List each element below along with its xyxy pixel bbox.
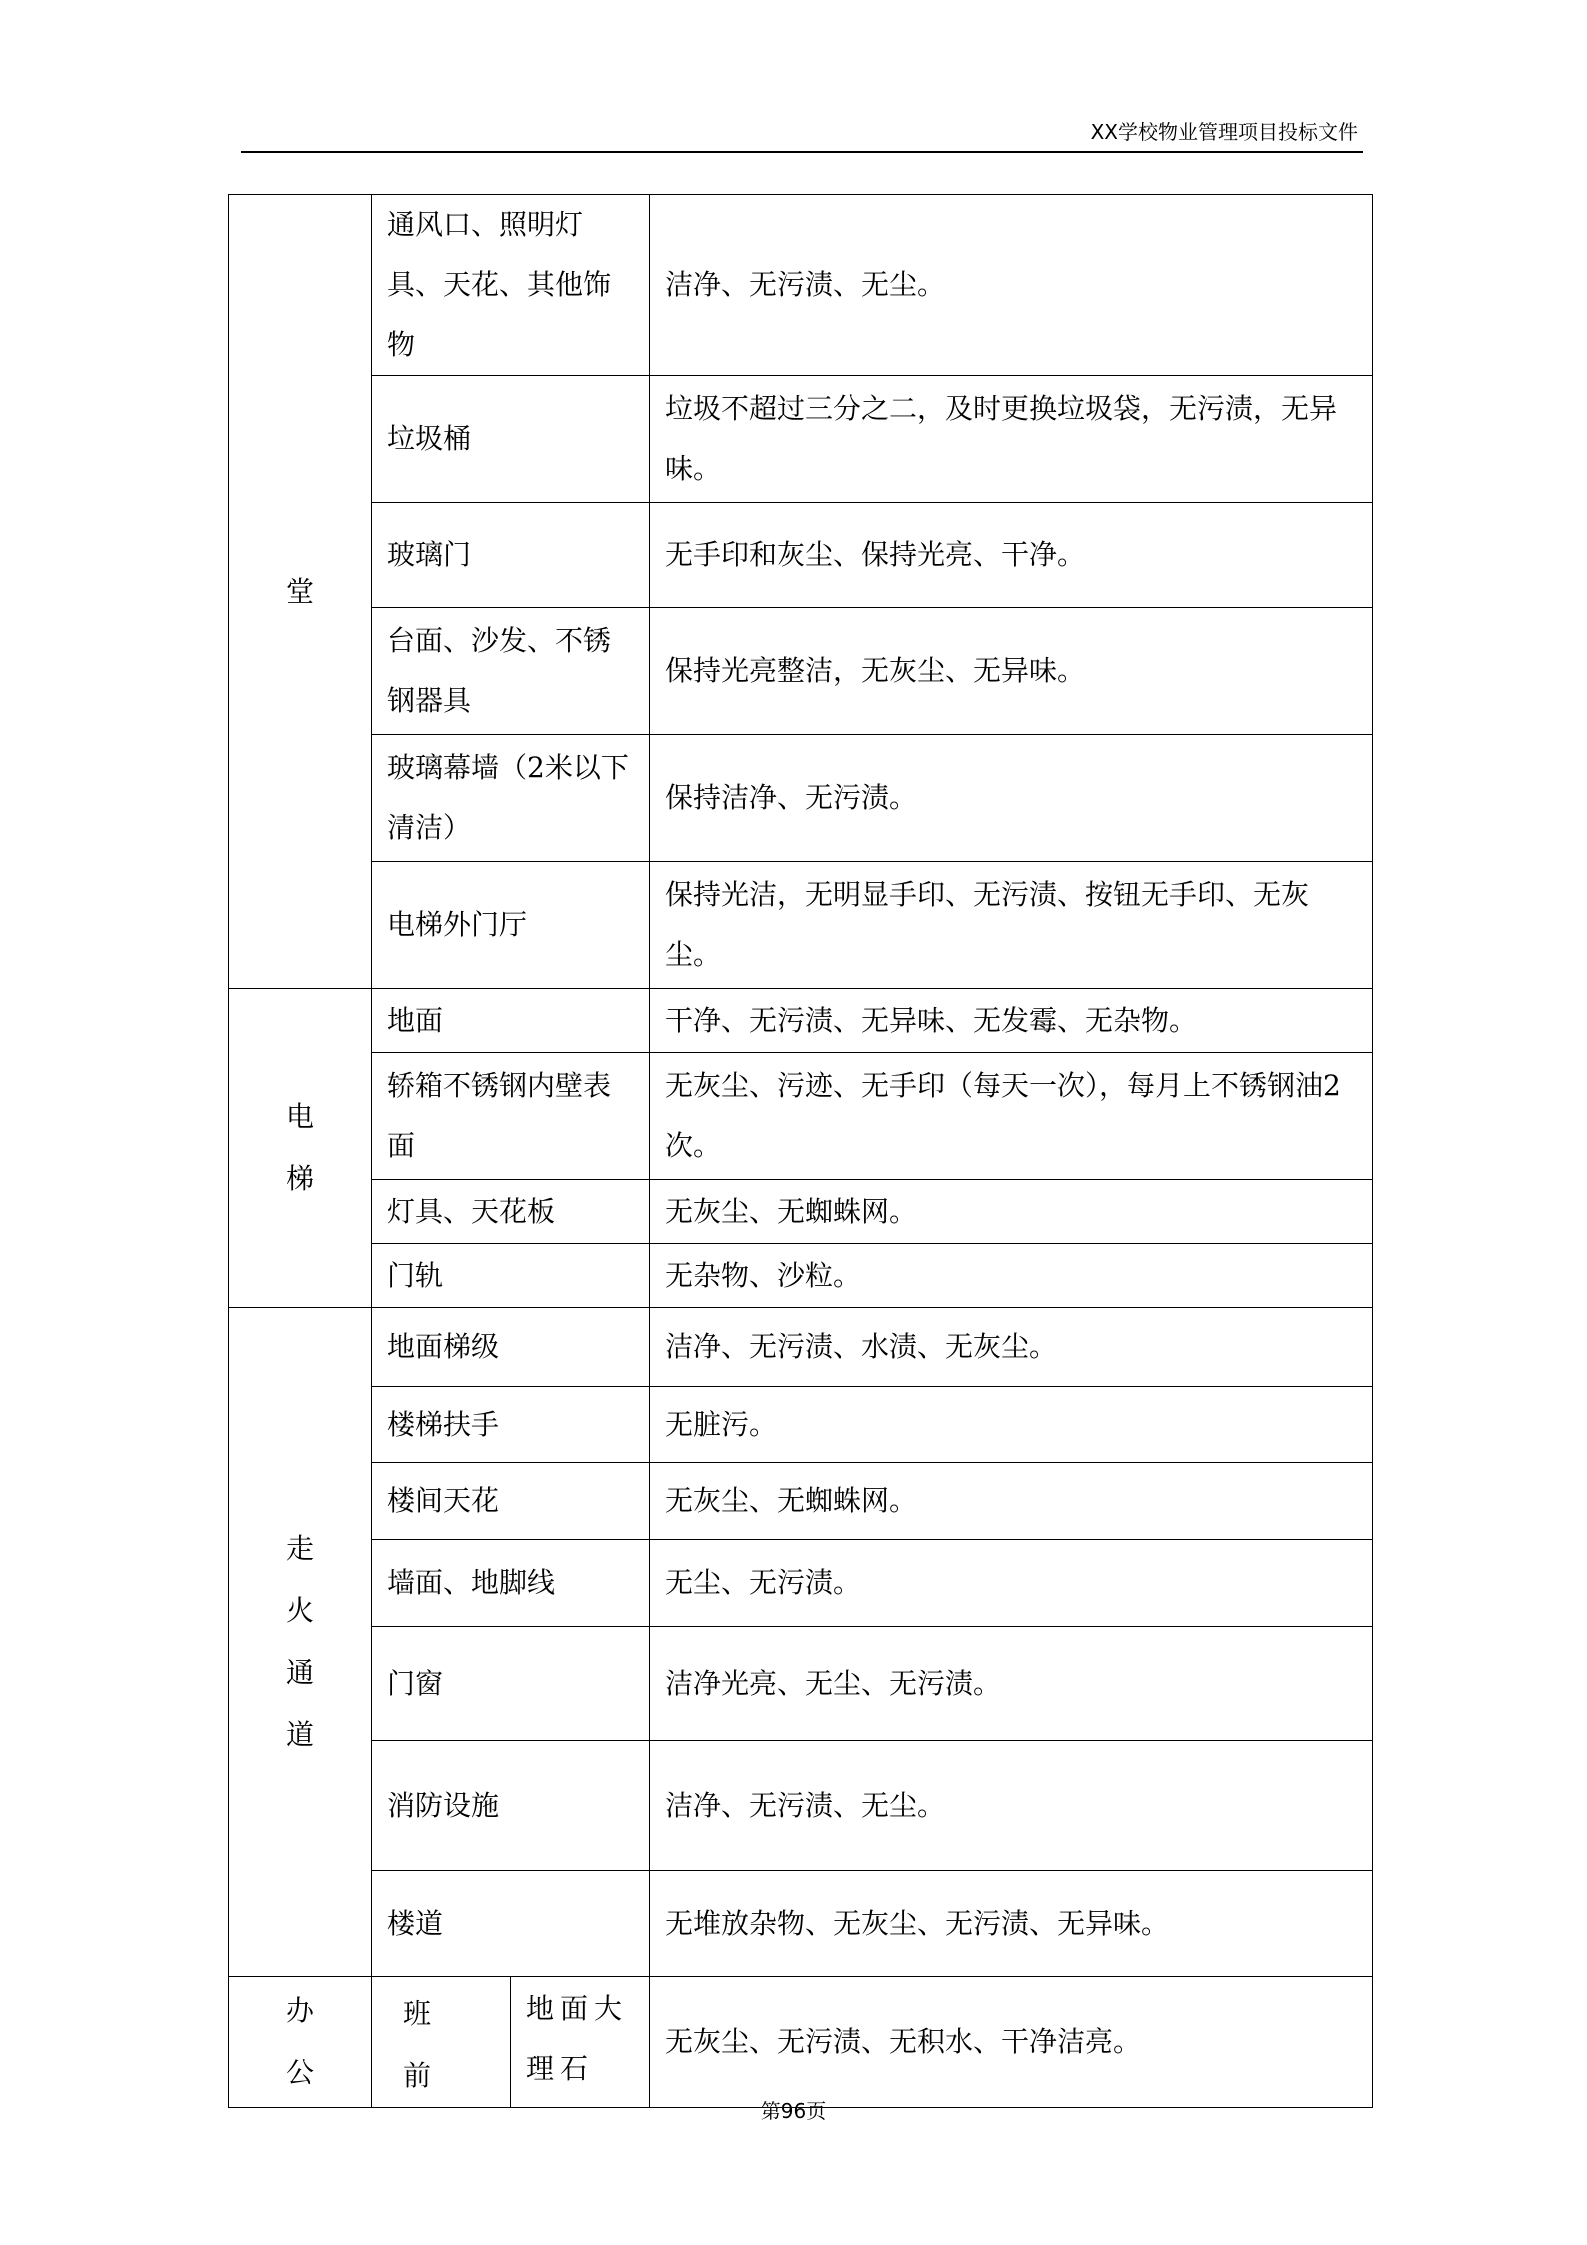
table-row [229,1540,1373,1627]
table-row [229,1053,1373,1180]
standard-cell: 保持光洁，无明显手印、无污渍、按钮无手印、无灰尘。 [650,862,1373,989]
item-cell: 门轨 [372,1244,650,1308]
item-cell: 电梯外门厅 [372,862,650,989]
standard-cell: 保持光亮整洁，无灰尘、无异味。 [650,608,1373,735]
item-cell: 玻璃门 [372,503,650,608]
table-row [229,989,1373,1053]
table-row [229,1741,1373,1871]
item-cell: 楼梯扶手 [372,1387,650,1463]
table-row [229,195,1373,376]
area-cell-lobby [229,195,372,989]
sub-area-cell [372,1977,511,2108]
standard-cell: 无尘、无污渍。 [650,1540,1373,1627]
cleaning-standards-table [228,194,1373,2108]
table-row [229,1180,1373,1244]
standard-cell: 无堆放杂物、无灰尘、无污渍、无异味。 [650,1871,1373,1977]
table-row [229,503,1373,608]
table-row [229,735,1373,862]
table-row [229,1627,1373,1741]
item-cell: 轿箱不锈钢内壁表面 [372,1053,650,1180]
item-cell: 台面、沙发、不锈钢器具 [372,608,650,735]
item-cell: 地面梯级 [372,1308,650,1387]
standard-cell: 无灰尘、无污渍、无积水、干净洁亮。 [650,1977,1373,2108]
standard-cell: 洁净、无污渍、无尘。 [650,195,1373,376]
item-cell: 灯具、天花板 [372,1180,650,1244]
table-row [229,1387,1373,1463]
table-row [229,862,1373,989]
item-cell: 垃圾桶 [372,376,650,503]
item-cell: 楼道 [372,1871,650,1977]
standard-cell: 保持洁净、无污渍。 [650,735,1373,862]
area-cell-office [229,1977,372,2108]
table-row [229,1871,1373,1977]
table-row [229,1977,1373,2108]
area-label: 电梯 [285,1100,314,1195]
item-cell: 玻璃幕墙（2米以下清洁） [372,735,650,862]
item-cell: 通风口、照明灯具、天花、其他饰物 [372,195,650,376]
standard-cell: 无灰尘、污迹、无手印（每天一次），每月上不锈钢油2次。 [650,1053,1373,1180]
sub-area-label: 班前 [403,1997,432,2092]
standard-cell: 干净、无污渍、无异味、无发霉、无杂物。 [650,989,1373,1053]
item-cell: 地面大理石 [511,1977,650,2108]
item-cell: 墙面、地脚线 [372,1540,650,1627]
header-title: XX学校物业管理项目投标文件 [1090,120,1358,144]
table-row [229,1463,1373,1540]
item-cell: 门窗 [372,1627,650,1741]
table-row [229,1244,1373,1308]
standard-cell: 无灰尘、无蜘蛛网。 [650,1180,1373,1244]
standard-cell: 垃圾不超过三分之二，及时更换垃圾袋，无污渍，无异味。 [650,376,1373,503]
area-label: 堂 [285,574,314,608]
header-divider [241,151,1363,153]
standard-cell: 无手印和灰尘、保持光亮、干净。 [650,503,1373,608]
item-cell: 地面 [372,989,650,1053]
standard-cell: 无杂物、沙粒。 [650,1244,1373,1308]
standard-cell: 洁净、无污渍、无尘。 [650,1741,1373,1871]
page-number: 第96页 [760,2099,827,2123]
area-cell-elevator [229,989,372,1308]
table-row [229,376,1373,503]
area-label: 走火通道 [285,1532,314,1751]
standard-cell: 洁净光亮、无尘、无污渍。 [650,1627,1373,1741]
table-row [229,608,1373,735]
standard-cell: 无灰尘、无蜘蛛网。 [650,1463,1373,1540]
area-label: 办公 [285,1994,314,2089]
item-cell: 楼间天花 [372,1463,650,1540]
standard-cell: 无脏污。 [650,1387,1373,1463]
table-row [229,1308,1373,1387]
area-cell-fire-escape [229,1308,372,1977]
item-cell: 消防设施 [372,1741,650,1871]
standard-cell: 洁净、无污渍、水渍、无灰尘。 [650,1308,1373,1387]
